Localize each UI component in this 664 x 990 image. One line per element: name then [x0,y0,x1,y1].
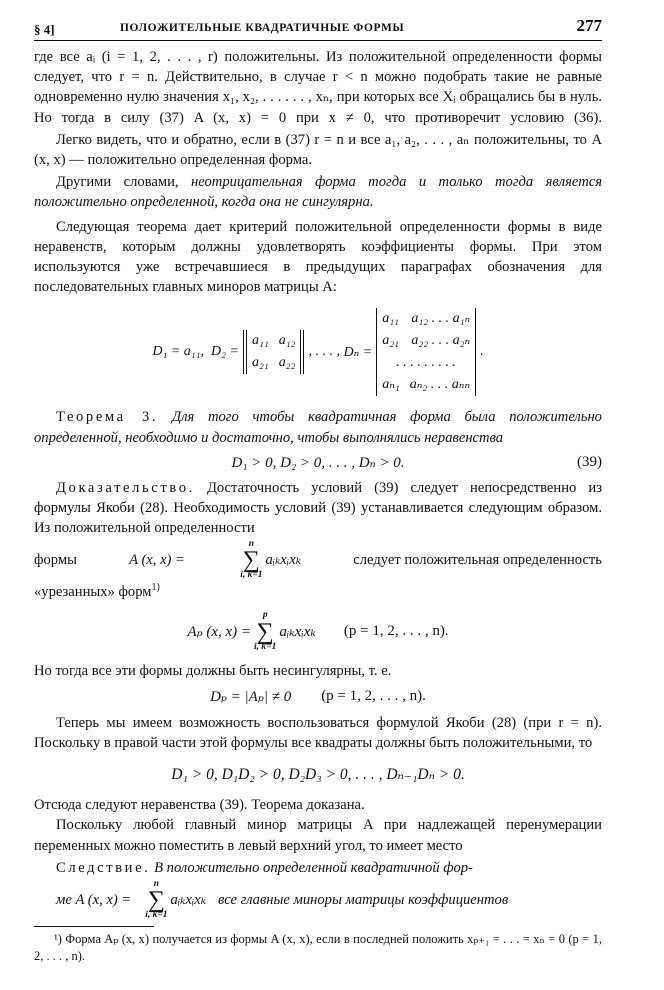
dn-cell: . . . . . . . . . [396,355,456,371]
proof-label: Доказательство. [56,479,195,496]
sigma-symbol: ∑ [147,887,165,914]
paragraph-2: Легко видеть, что и обратно, если в (37) r = n и все a₁, a₂, . . . , aₙ положительны, то A (x, x) — положительно определенная форма. [34,131,602,169]
dn-cell: aₙ₂ . . . aₙₙ [409,377,471,393]
minors-ellipsis: , . . . , [308,344,340,360]
sum-term: aᵢₖxᵢxₖ [265,552,302,569]
paragraph-8: Поскольку любой главный минор матрицы A при надлежащей перенумерации переменных можно поместить в левый верхний угол, то имеет место [34,817,602,854]
sigma-symbol: ∑ [242,547,260,574]
d2-cell: a₂₂ [278,355,296,371]
page-number: 277 [576,16,602,35]
sigma-symbol: ∑ [256,618,274,645]
dn-cell: aₙ₁ [382,377,400,393]
dn-cell: a₂₁ [382,333,399,349]
eq-dp-formula: Dₚ = |Aₚ| ≠ 0 [210,689,292,706]
sum-upper-limit: n [248,538,254,549]
truncated-forms-text: «урезанных» форм [34,584,152,601]
footnote: ¹) Форма Aₚ (x, x) получается из формы A (x, x), если в последней положить xₚ₊₁ = . . . = xₙ = 0 (p = 1, 2, . . . , n). [34,932,602,964]
sum-sign [240,540,262,581]
minor-d2-lhs: D₂ = [211,344,239,360]
paragraph-5: Но тогда все эти формы должны быть несингулярны, т. е. [34,662,392,679]
theorem-label: Теорема 3. [56,409,159,426]
proof-sum-line [34,538,602,582]
eq-ap-term: aᵢₖxᵢxₖ [279,624,316,641]
minor-d2-determinant [243,330,304,374]
sum-sign [254,611,276,652]
footnote-ref: 1) [151,582,160,594]
paragraph-1: где все aᵢ (i = 1, 2, . . . , r) положительны. Из положительной определенности формы следует, что r = n. Действительно, в случае r < n можно подобрать такие не равные одновременно нулю значения x₁, x₂, . . . . . . , xₙ, при которых все Xᵢ обращались бы в нуль. Но тогда в силу (37) A (x, x) = 0 при x ≠ 0, что противоречит условию (36). [34,49,602,126]
equation-39 [34,448,602,478]
theorem-3 [34,407,602,447]
sum-sign [145,880,167,921]
equation-39-formula: D₁ > 0, D₂ > 0, . . . , Dₙ > 0. [231,455,405,472]
minors-end: . [480,344,484,360]
sum-lower-limit: i, k=1 [254,641,277,652]
dn-cell: a₁₂ . . . a₁ₙ [411,311,471,327]
equation-ap [34,603,602,661]
corollary-line-1 [34,858,602,878]
paragraph-6: Теперь мы имеем возможность воспользоваться формулой Якоби (28) (при r = n). Поскольку в правой части этой формулы все квадраты должны быть положительными, то [34,714,602,752]
corollary-text-2a: ме A (x, x) = [56,891,132,908]
theorem-text: Для того чтобы квадратичная форма была положительно определенной, необходимо и достаточно, чтобы выполнялись неравенства [34,409,602,446]
minor-dn-lhs: Dₙ = [343,344,373,360]
minors-formula [34,297,602,407]
minor-dn-determinant [376,308,476,396]
eq-ap-range: (p = 1, 2, . . . , n). [343,623,449,640]
corollary-label: Следствие. [56,859,151,876]
eq-products-formula: D₁ > 0, D₁D₂ > 0, D₂D₃ > 0, . . . , Dₙ₋₁Dₙ > 0. [171,765,465,783]
dn-cell: a₂₂ . . . a₂ₙ [411,333,471,349]
dn-cell: a₁₁ [382,311,399,327]
sum-lower-limit: i, k=1 [240,570,263,581]
sum-upper-limit: n [153,878,160,889]
footnote-rule [34,926,154,927]
paragraph-4: Следующая теорема дает критерий положительной определенности формы в виде неравенств, которым должны удовлетворять коэффициенты формы. При этом используются уже встречавшиеся в предыдущих параграфах обозначения для последовательных главных миноров матрицы A: [34,218,602,296]
eq-ap-lhs: Aₚ (x, x) = [187,624,252,641]
d2-cell: a₁₁ [251,333,269,349]
sum-upper-limit: p [262,610,268,621]
running-title: ПОЛОЖИТЕЛЬНЫЕ КВАДРАТИЧНЫЕ ФОРМЫ [120,22,405,34]
paragraph-3 [34,172,602,212]
equation-39-number: (39) [577,454,602,471]
proof-line-a: формы [34,551,77,568]
paragraph-3-start: Другими словами, [56,174,191,191]
paragraph-7: Отсюда следуют неравенства (39). Теорема доказана. [34,797,365,814]
paragraph-3-italic: неотрицательная форма тогда и только тогда является положительно определенной, когда она не сингулярна. [34,174,602,211]
corollary-line-2 [34,878,602,922]
corollary-term: aᵢₖxᵢxₖ [170,892,207,909]
sum-lower-limit: i, k=1 [145,910,168,921]
corollary-text-1: В положительно определенной квадратичной фор- [154,859,473,876]
equation-dp [34,681,602,713]
book-page [34,14,602,965]
proof-line-a-end: следует положительная определенность [353,551,602,568]
proof-paragraph [34,478,602,539]
header-rule [34,40,602,41]
running-header [34,14,602,40]
equation-products [34,753,602,795]
section-mark: § 4] [34,22,55,37]
d2-cell: a₁₂ [278,333,296,349]
proof-form-lhs: A (x, x) = [129,551,185,568]
proof-text: Достаточность условий (39) следует непосредственно из формулы Якоби (28). Необходимость условий (39) устанавливается следующим образом. Из положительной определенности [34,479,602,537]
d2-cell: a₂₁ [251,355,269,371]
minor-d1: D₁ = a₁₁, [152,344,205,360]
eq-dp-range: (p = 1, 2, . . . , n). [321,688,426,705]
corollary-text-2b: все главные миноры матрицы коэффициентов [218,891,509,908]
proof-line-b [34,582,602,602]
proof-sum-term [237,540,301,581]
